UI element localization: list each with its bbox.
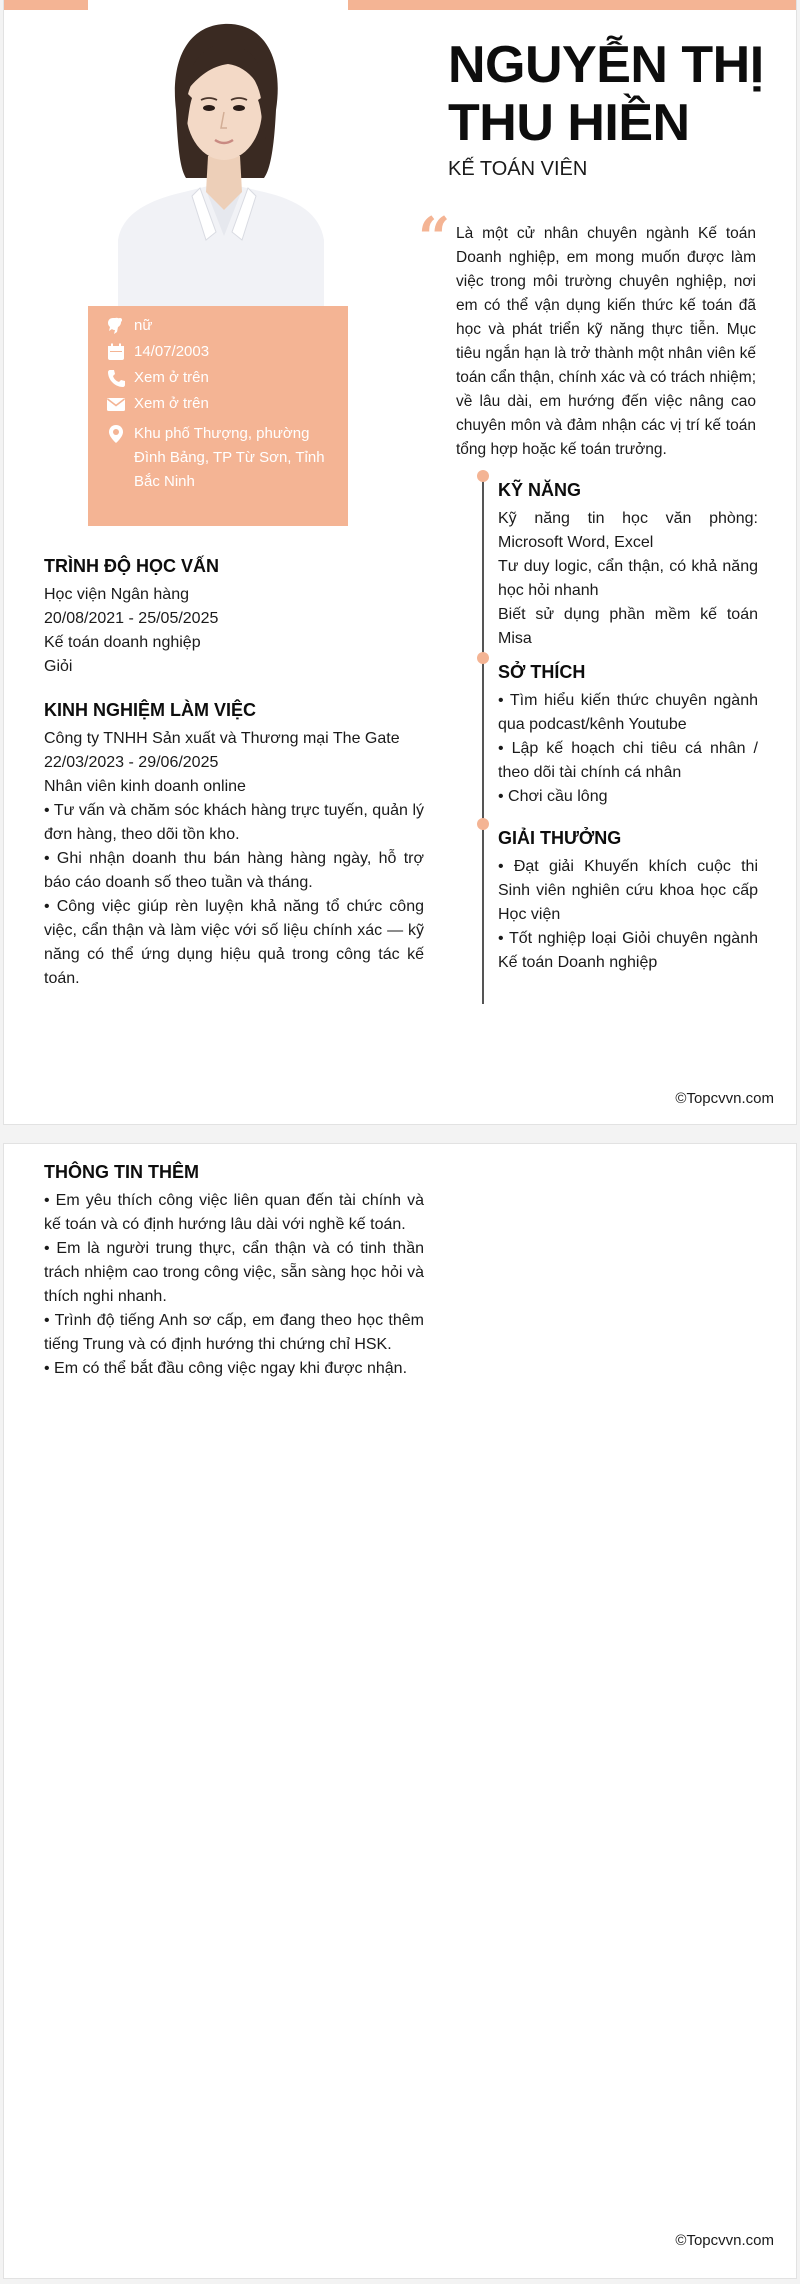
- education-section: [44, 556, 424, 679]
- skills-section: [498, 480, 758, 651]
- experience-duty: • Công việc giúp rèn luyện khả năng tổ chức công việc, cẩn thận và làm việc với số liệu chính xác — kỹ năng có thể ứng dụng hiệu quả trong công tác kế toán.: [44, 898, 424, 987]
- timeline-dot: [477, 818, 489, 830]
- cv-page-2: [4, 1144, 796, 2278]
- experience-duty: • Ghi nhận doanh thu bán hàng hàng ngày, hỗ trợ báo cáo doanh số theo tuần và tháng.: [44, 850, 424, 891]
- education-school: Học viện Ngân hàng: [44, 586, 189, 603]
- award-item: • Đạt giải Khuyến khích cuộc thi Sinh viên nghiên cứu khoa học cấp Học viện: [498, 858, 758, 923]
- contact-phone: [106, 366, 336, 390]
- location-icon: [106, 424, 126, 444]
- profile-photo: [88, 0, 348, 306]
- contact-gender-text: nữ: [134, 317, 153, 334]
- skills-title: KỸ NĂNG: [498, 480, 582, 500]
- hobby-item: • Tìm hiểu kiến thức chuyên ngành qua podcast/kênh Youtube: [498, 692, 758, 733]
- additional-info-item: • Trình độ tiếng Anh sơ cấp, em đang theo học thêm tiếng Trung và có định hướng thi chứng chỉ HSK.: [44, 1312, 424, 1353]
- candidate-name: [448, 36, 778, 152]
- career-summary: Là một cử nhân chuyên ngành Kế toán Doanh nghiệp, em mong muốn được làm việc trong môi trường chuyên nghiệp, nơi em có thể vận dụng kiến thức kế toán đã học và phát triển kỹ năng thực tiễn. Mục tiêu ngắn hạn là trở thành một nhân viên kế toán cẩn thận, chính xác và có trách nhiệm; về lâu dài, em hướng đến việc nâng cao chuyên môn và đảm nhận các vị trí kế toán tổng hợp hoặc kế toán trưởng.: [456, 225, 756, 458]
- education-grade: Giỏi: [44, 658, 73, 675]
- experience-title: KINH NGHIỆM LÀM VIỆC: [44, 700, 257, 720]
- timeline-dot: [477, 470, 489, 482]
- accent-bar-left: [4, 0, 88, 10]
- additional-info-item: • Em có thể bắt đầu công việc ngay khi được nhận.: [44, 1360, 408, 1377]
- award-item: • Tốt nghiệp loại Giỏi chuyên ngành Kế toán Doanh nghiệp: [498, 930, 758, 971]
- education-period: 20/08/2021 - 25/05/2025: [44, 610, 219, 627]
- skill-item: Kỹ năng tin học văn phòng: Microsoft Word, Excel: [498, 510, 758, 551]
- additional-info-item: • Em là người trung thực, cẩn thận và có tinh thần trách nhiệm cao trong công việc, sẵn sàng học hỏi và thích nghi nhanh.: [44, 1240, 424, 1305]
- experience-duty: • Tư vấn và chăm sóc khách hàng trực tuyến, quản lý đơn hàng, theo dõi tồn kho.: [44, 802, 424, 843]
- education-major: Kế toán doanh nghiệp: [44, 634, 201, 651]
- contact-birthday-text: 14/07/2003: [134, 343, 210, 360]
- contact-birthday: [106, 340, 336, 364]
- skill-item: Tư duy logic, cẩn thận, có khả năng học hỏi nhanh: [498, 558, 758, 599]
- contact-phone-text: Xem ở trên: [134, 369, 209, 386]
- candidate-name-line2: THU HIỀN: [448, 94, 690, 152]
- hobbies-section: [498, 662, 758, 809]
- phone-icon: [106, 368, 126, 388]
- contact-panel: [88, 306, 348, 526]
- job-title: KẾ TOÁN VIÊN: [448, 158, 588, 180]
- calendar-icon: [106, 342, 126, 362]
- hobby-item: • Lập kế hoạch chi tiêu cá nhân / theo dõi tài chính cá nhân: [498, 740, 758, 781]
- awards-title: GIẢI THƯỞNG: [498, 828, 622, 848]
- timeline-line: [482, 476, 484, 1004]
- footer-watermark: ©Topcvvn.com: [675, 2232, 774, 2249]
- hobbies-title: SỞ THÍCH: [498, 662, 586, 682]
- skill-item: Biết sử dụng phần mềm kế toán Misa: [498, 606, 758, 647]
- contact-email: [106, 392, 336, 416]
- contact-address: [106, 422, 336, 494]
- timeline-dot: [477, 652, 489, 664]
- additional-info-item: • Em yêu thích công việc liên quan đến tài chính và kế toán và có định hướng lâu dài với nghề kế toán.: [44, 1192, 424, 1233]
- contact-email-text: Xem ở trên: [134, 395, 209, 412]
- contact-address-text: Khu phố Thượng, phường Đình Bảng, TP Từ Sơn, Tỉnh Bắc Ninh: [134, 425, 325, 490]
- awards-section: [498, 828, 758, 975]
- footer-watermark: ©Topcvvn.com: [675, 1090, 774, 1107]
- gender-icon: [106, 316, 126, 336]
- hobby-item: • Chơi cầu lông: [498, 788, 608, 805]
- email-icon: [106, 394, 126, 414]
- cv-page-1: [4, 0, 796, 1124]
- additional-info-title: THÔNG TIN THÊM: [44, 1162, 199, 1182]
- quote-icon: “: [418, 205, 451, 271]
- additional-info-section: [44, 1162, 424, 1381]
- experience-company: Công ty TNHH Sản xuất và Thương mại The Gate: [44, 730, 400, 747]
- candidate-name-line1: NGUYỄN THỊ: [448, 36, 764, 94]
- experience-section: [44, 700, 424, 991]
- education-title: TRÌNH ĐỘ HỌC VẤN: [44, 556, 219, 576]
- experience-position: Nhân viên kinh doanh online: [44, 778, 246, 795]
- accent-bar-right: [348, 0, 796, 10]
- contact-gender: [106, 314, 336, 338]
- experience-period: 22/03/2023 - 29/06/2025: [44, 754, 219, 771]
